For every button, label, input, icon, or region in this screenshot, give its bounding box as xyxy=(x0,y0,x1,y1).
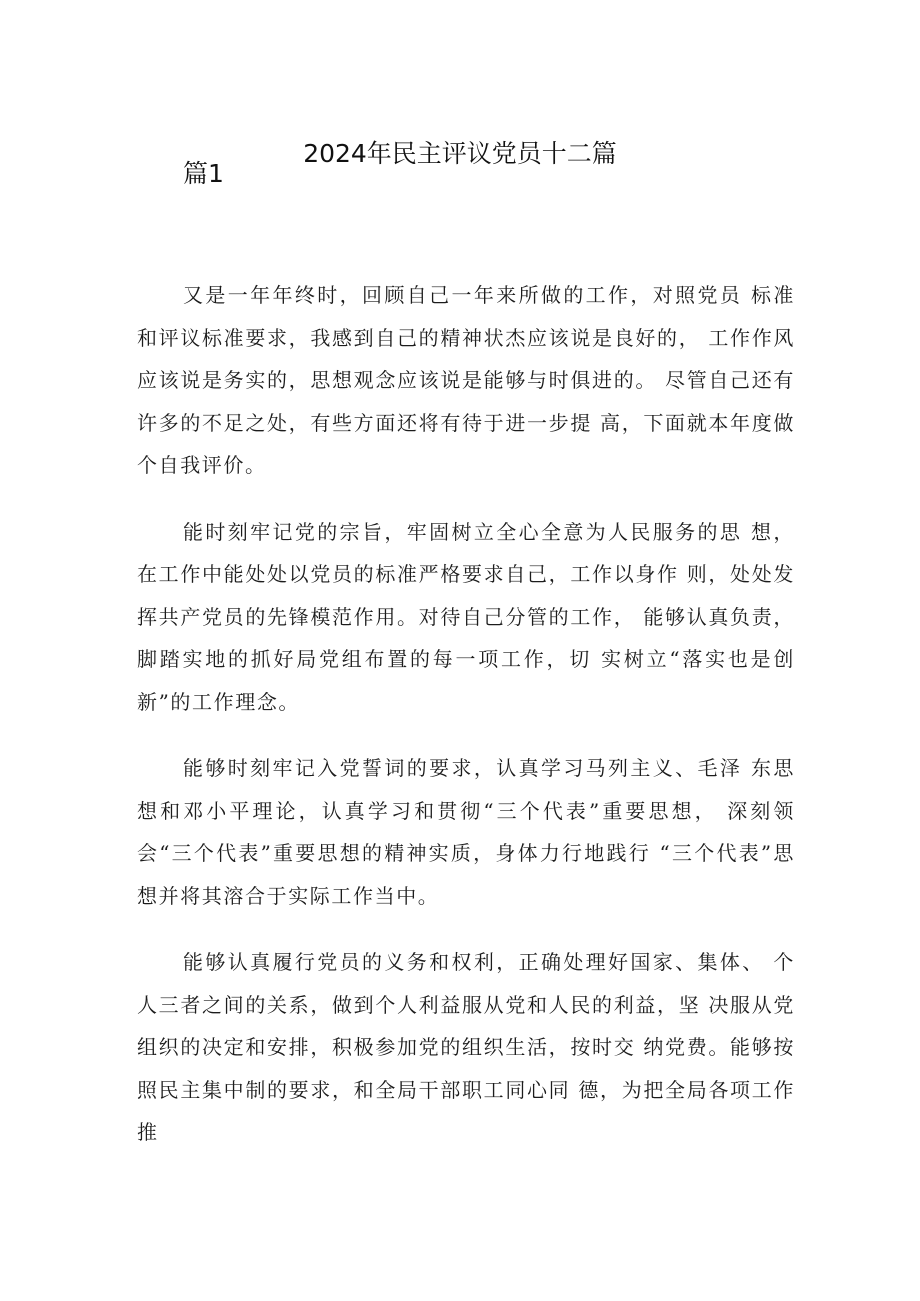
document-title: 2024年民主评议党员十二篇 xyxy=(303,139,617,168)
paragraph: 能够时刻牢记入党誓词的要求，认真学习马列主义、毛泽 东思想和邓小平理论，认真学习和贯彻“三个代表”重要思想， 深刻领会“三个代表”重要思想的精神实质，身体力行地践行 “三个代表”思想并将其溶合于实际工作当中。 xyxy=(137,756,795,908)
document-body xyxy=(137,274,795,1178)
section-heading: 篇1 xyxy=(183,159,224,188)
paragraph: 能时刻牢记党的宗旨，牢固树立全心全意为人民服务的思 想，在工作中能处处以党员的标准严格要求自己，工作以身作 则，处处发挥共产党员的先锋模范作用。对待自己分管的工作， 能够认真负责，脚踏实地的抓好局党组布置的每一项工作，切 实树立“落实也是创新”的工作理念。 xyxy=(137,519,795,714)
paragraph: 能够认真履行党员的义务和权利，正确处理好国家、集体、 个人三者之间的关系，做到个人利益服从党和人民的利益，坚 决服从党组织的决定和安排，积极参加党的组织生活，按时交 纳党费。能够按照民主集中制的要求，和全局干部职工同心同 德，为把全局各项工作推 xyxy=(137,950,795,1144)
paragraph: 又是一年年终时，回顾自己一年来所做的工作，对照党员 标准和评议标准要求，我感到自己的精神状杰应该说是良好的， 工作作风应该说是务实的，思想观念应该说是能够与时俱进的。 尽管自己还有许多的不足之处，有些方面还将有待于进一步提 高，下面就本年度做个自我评价。 xyxy=(137,283,795,477)
